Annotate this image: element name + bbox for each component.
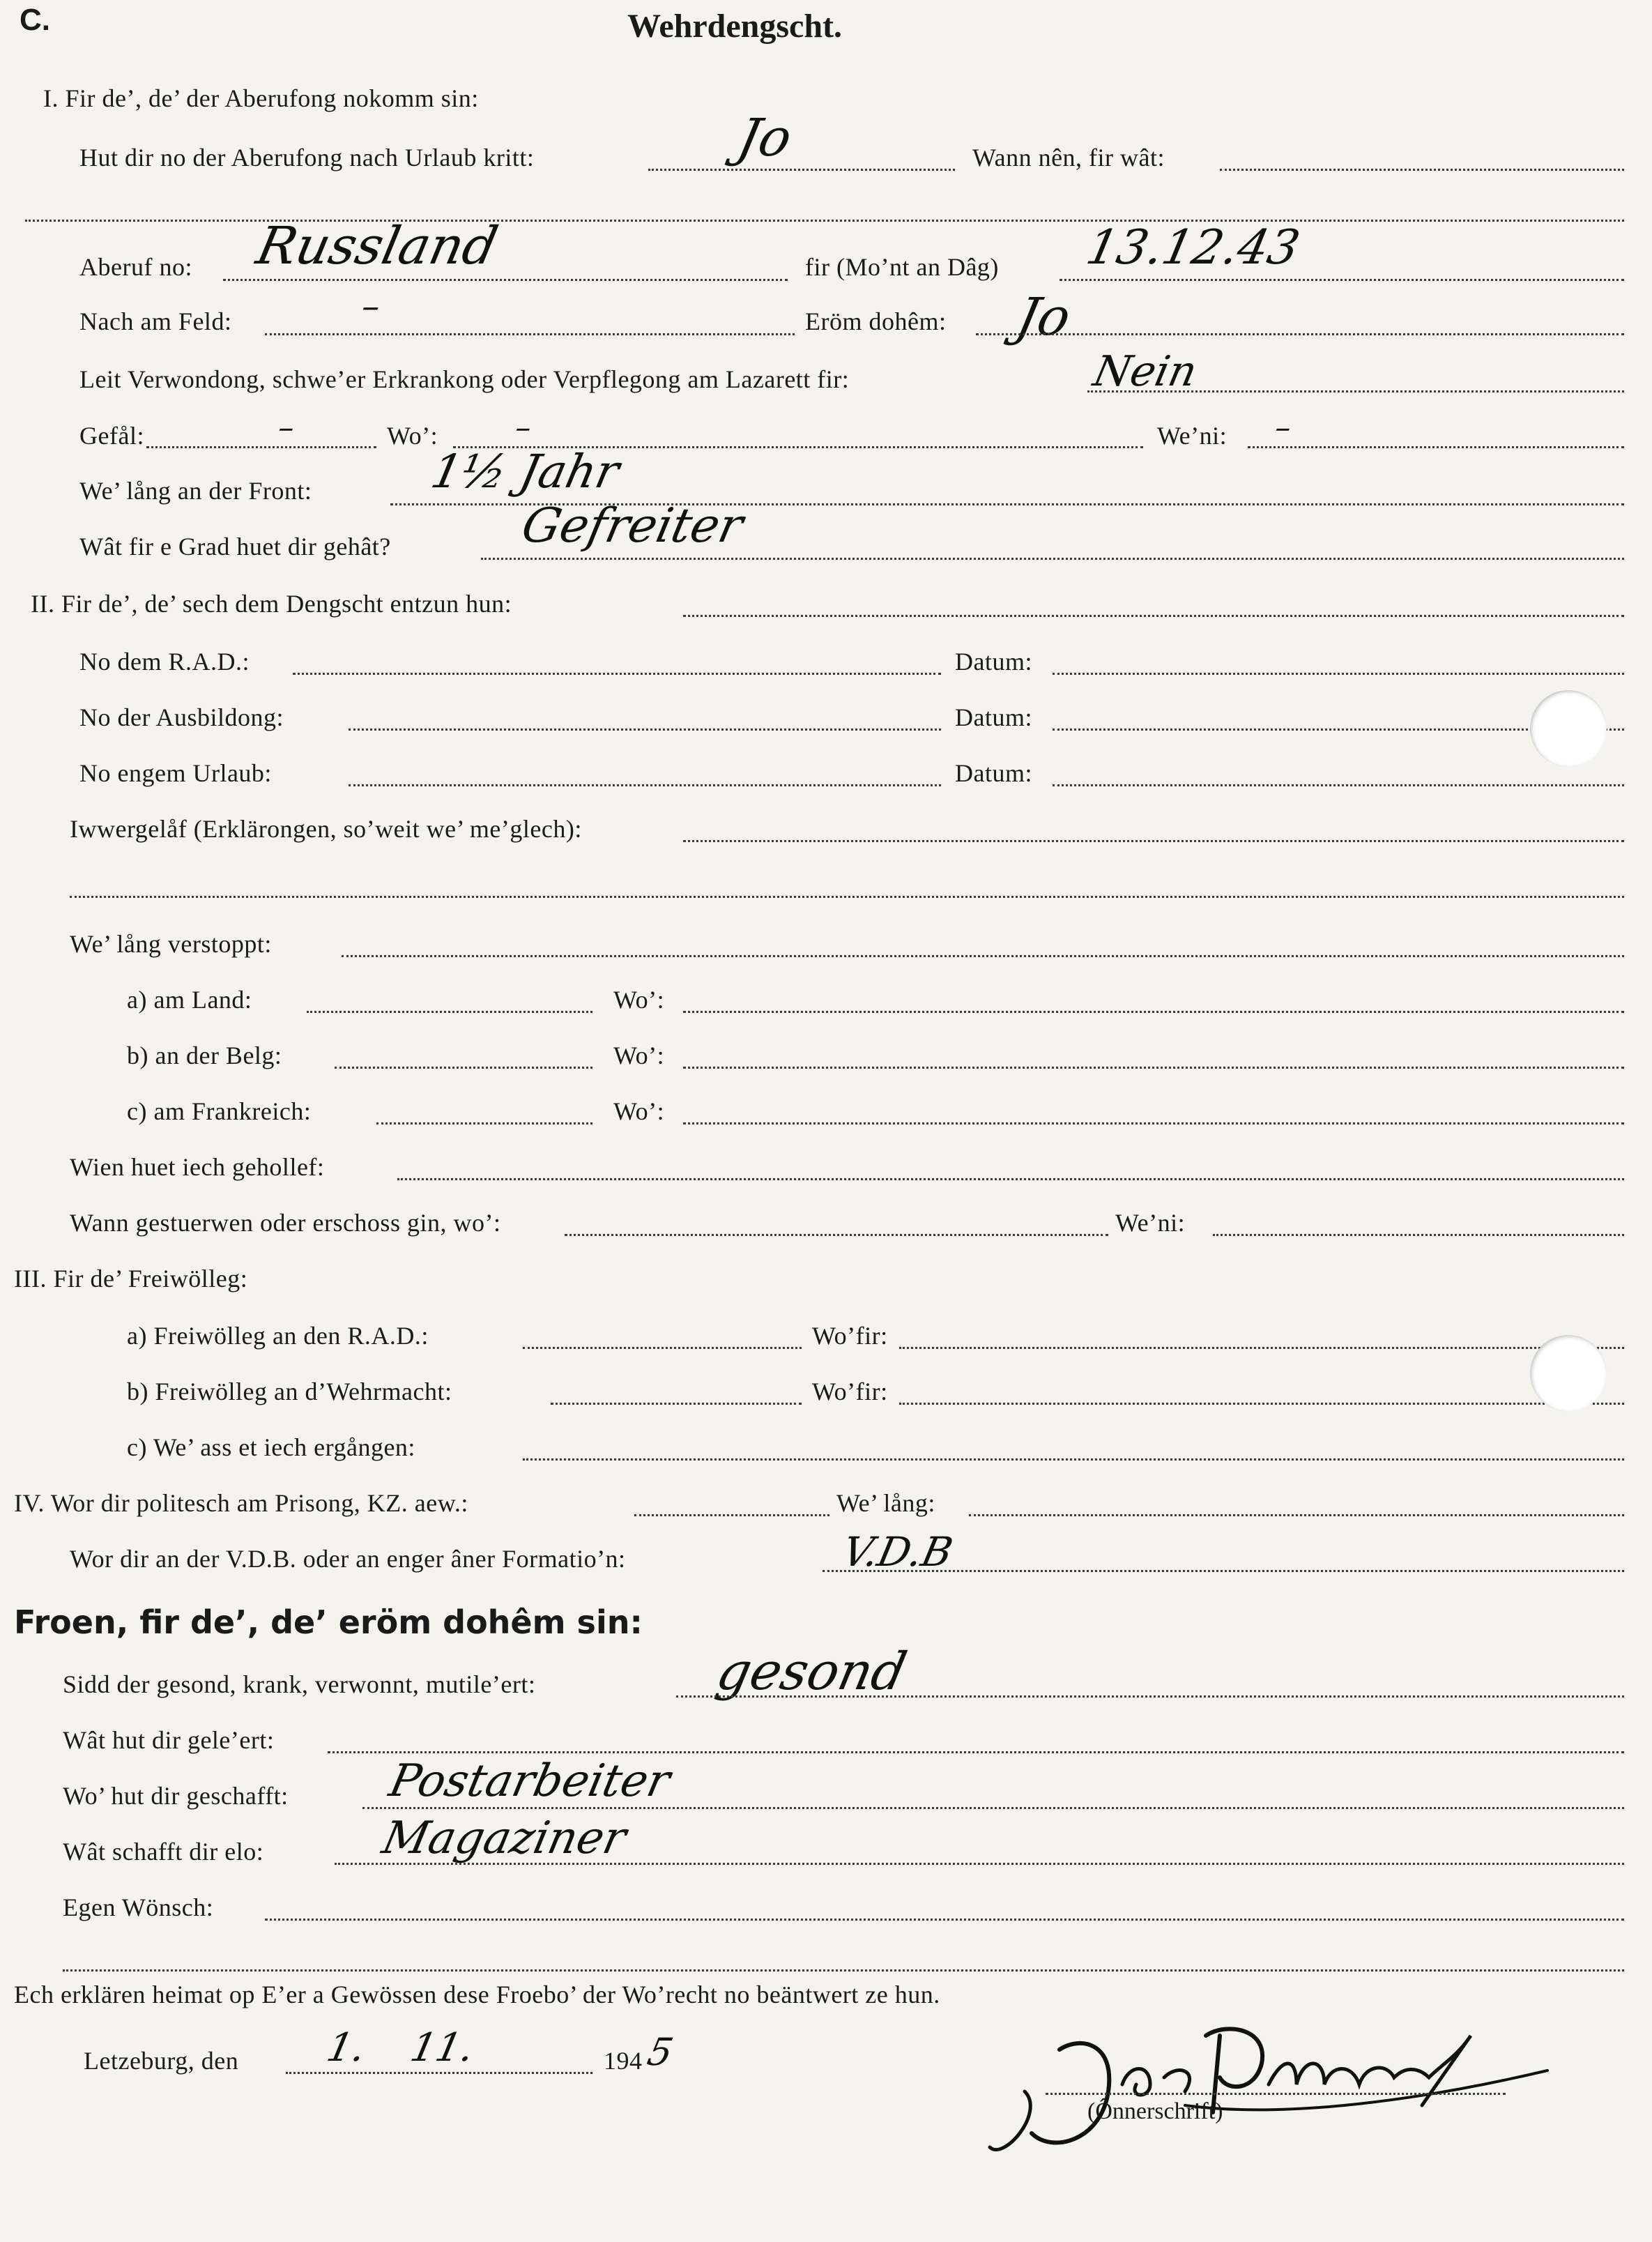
question-gefal-weni: We’ni: — [1157, 422, 1227, 450]
answer-line-section-II — [683, 615, 1624, 617]
question-engem-urlaub: No engem Urlaub: — [79, 759, 272, 787]
punch-hole-top — [1530, 690, 1607, 767]
answer-line-grad — [481, 558, 1624, 560]
answer-line-geholf — [397, 1178, 1624, 1180]
answer-line-am-land-wo — [683, 1011, 1624, 1013]
answer-gesond: gesond — [711, 1642, 912, 1702]
answer-grad: Gefreiter — [517, 498, 748, 554]
section-letter: C. — [20, 3, 50, 37]
answer-elo: Magaziner — [378, 1813, 631, 1864]
answer-year-digit: 5 — [643, 2030, 678, 2074]
signature-stroke-2 — [990, 2091, 1030, 2150]
answer-line-vdb — [823, 1570, 1624, 1572]
question-ausbildong: No der Ausbildong: — [79, 703, 284, 731]
answer-line-aberuf — [223, 279, 788, 281]
answer-line-geschafft — [362, 1807, 1624, 1809]
answer-urlaub: Jo — [732, 108, 797, 168]
question-fw-wehrmacht-wofir: Wo’fir: — [812, 1378, 888, 1405]
answer-day: 1. — [323, 2025, 370, 2071]
answer-line-frankreich-wo — [683, 1122, 1624, 1124]
answer-line-prisong — [634, 1514, 829, 1516]
answer-line-fw-rad — [523, 1347, 802, 1349]
answer-aberuf-date: 13.12.43 — [1081, 220, 1305, 275]
question-erom: Eröm dohêm: — [805, 307, 947, 335]
answer-gefal-wo: – — [512, 410, 535, 445]
heading-froen: Froen, fir de’, de’ eröm dohêm sin: — [14, 1603, 643, 1641]
question-fw-rad: a) Freiwölleg an den R.A.D.: — [127, 1322, 429, 1350]
answer-line-fw-wehrmacht-wofir — [899, 1403, 1624, 1405]
answer-gefal-weni: – — [1271, 410, 1295, 445]
answer-gefal: – — [275, 410, 298, 445]
question-section-I: I. Fir de’, de’ der Aberufong nokomm sin: — [43, 84, 479, 112]
question-am-land: a) am Land: — [127, 986, 252, 1014]
answer-line-fw-wehrmacht — [551, 1403, 802, 1405]
answer-line-ergangen — [523, 1458, 1624, 1461]
answer-line-belg-wo — [683, 1067, 1624, 1069]
question-engem-urlaub-datum: Datum: — [955, 759, 1032, 787]
answer-erom: Jo — [1011, 287, 1076, 347]
answer-line-gefal-weni — [1248, 446, 1624, 448]
answer-line-gestuerwen — [565, 1234, 1108, 1236]
answer-line-date-signed — [286, 2072, 592, 2074]
answer-line-gefal — [146, 446, 376, 448]
answer-line-belg — [335, 1067, 592, 1069]
declaration-text: Ech erklären heimat op E’er a Gewössen dese Froebo’ der Wo’recht no beäntwert ze hun. — [14, 1981, 940, 2008]
question-rad-datum: Datum: — [955, 648, 1032, 676]
question-belg-wo: Wo’: — [613, 1042, 665, 1069]
answer-vdb: V.D.B — [838, 1528, 957, 1576]
signature-image — [976, 2008, 1603, 2175]
question-aberuf: Aberuf no: — [79, 253, 192, 281]
question-vdb: Wor dir an der V.D.B. oder an enger âner Formatio’n: — [70, 1545, 626, 1573]
answer-line-urlaub — [648, 169, 955, 171]
question-fw-wehrmacht: b) Freiwölleg an d’Wehrmacht: — [127, 1378, 452, 1405]
question-iwwergelaf: Iwwergelåf (Erklärongen, so’weit we’ me’glech): — [70, 815, 582, 843]
place-date-label: Letzeburg, den — [84, 2047, 239, 2075]
question-rad: No dem R.A.D.: — [79, 648, 250, 676]
question-geschafft: Wo’ hut dir geschafft: — [63, 1782, 289, 1810]
question-section-IV: IV. Wor dir politesch am Prisong, KZ. aew.: — [14, 1489, 468, 1517]
answer-line-elo — [335, 1863, 1624, 1865]
question-verwondong: Leit Verwondong, schwe’er Erkrankong oder Verpflegong am Lazarett fir: — [79, 365, 850, 393]
answer-line-iwwergelaf-cont — [70, 896, 1624, 898]
answer-line-feld — [265, 333, 795, 335]
answer-line-geleert — [328, 1751, 1624, 1753]
answer-line-erom — [976, 333, 1624, 335]
question-gestuerwen: Wann gestuerwen oder erschoss gin, wo’: — [70, 1209, 501, 1237]
signature-stroke-6 — [1185, 2071, 1547, 2110]
answer-line-wonsch — [265, 1919, 1624, 1921]
answer-line-date — [1060, 279, 1624, 281]
answer-line-fw-rad-wofir — [899, 1347, 1624, 1349]
answer-line-gesond — [676, 1695, 1624, 1698]
answer-line-am-land — [307, 1011, 592, 1013]
form-title: Wehrdengscht. — [627, 8, 843, 45]
question-prisong-we-lang: We’ lång: — [836, 1489, 935, 1517]
answer-line-wonsch-cont — [63, 1969, 1624, 1972]
answer-line-verwondong — [1087, 390, 1624, 392]
question-grad: Wât fir e Grad huet dir gehât? — [79, 533, 391, 560]
answer-line-frankreich — [376, 1122, 592, 1124]
signature-label: (Ônnerschrift) — [1087, 2098, 1223, 2124]
answer-line-verstoppt — [342, 955, 1624, 957]
question-am-land-wo: Wo’: — [613, 986, 665, 1014]
question-ausbildong-datum: Datum: — [955, 703, 1032, 731]
question-front: We’ lång an der Front: — [79, 477, 312, 505]
question-gefal-wo: Wo’: — [387, 422, 438, 450]
question-ergangen: c) We’ ass et iech ergången: — [127, 1433, 415, 1461]
question-urlaub: Hut dir no der Aberufong nach Urlaub kritt: — [79, 144, 535, 171]
answer-line-iwwergelaf — [683, 840, 1624, 842]
answer-line-engem-urlaub-datum — [1053, 784, 1624, 786]
punch-hole-bottom — [1530, 1335, 1607, 1412]
answer-feld: – — [358, 286, 385, 326]
signature-stroke-5 — [1269, 2036, 1471, 2105]
answer-line-engem-urlaub — [349, 784, 941, 786]
question-section-III: III. Fir de’ Freiwölleg: — [14, 1265, 248, 1292]
answer-line-ausbildong — [349, 729, 941, 731]
question-verstoppt: We’ lång verstoppt: — [70, 930, 272, 958]
question-section-II: II. Fir de’, de’ sech dem Dengscht entzun hun: — [31, 590, 512, 618]
question-belg: b) an der Belg: — [127, 1042, 282, 1069]
question-wonsch: Egen Wönsch: — [63, 1893, 214, 1921]
answer-aberuf: Russland — [251, 216, 503, 276]
question-geleert: Wât hut dir gele’ert: — [63, 1726, 275, 1754]
question-gesond: Sidd der gesond, krank, verwonnt, mutile’ert: — [63, 1670, 536, 1698]
question-frankreich: c) am Frankreich: — [127, 1097, 312, 1125]
question-fir-mont: fir (Mo’nt an Dâg) — [805, 253, 999, 281]
answer-month: 11. — [406, 2025, 478, 2071]
question-feld: Nach am Feld: — [79, 307, 232, 335]
question-gestuerwen-weni: We’ni: — [1115, 1209, 1186, 1237]
answer-verwondong: Nein — [1089, 347, 1202, 396]
answer-line-rad — [293, 673, 941, 675]
signature-stroke-3 — [1122, 2069, 1190, 2096]
question-elo: Wât schafft dir elo: — [63, 1838, 264, 1866]
question-frankreich-wo: Wo’: — [613, 1097, 665, 1125]
question-fw-rad-wofir: Wo’fir: — [812, 1322, 888, 1350]
year-prefix: 194 — [604, 2047, 643, 2075]
question-gefal: Gefål: — [79, 422, 144, 450]
answer-line-rad-datum — [1053, 673, 1624, 675]
answer-line-prisong-we-lang — [969, 1514, 1624, 1516]
question-wann: Wann nên, fir wât: — [972, 144, 1165, 171]
answer-line-gestuerwen-weni — [1213, 1234, 1624, 1236]
signature-line — [1046, 2093, 1506, 2095]
answer-line-wann — [1220, 169, 1624, 171]
question-geholf: Wien huet iech gehollef: — [70, 1153, 325, 1181]
answer-geschafft: Postarbeiter — [385, 1755, 675, 1807]
answer-front: 1½ Jahr — [426, 445, 624, 498]
